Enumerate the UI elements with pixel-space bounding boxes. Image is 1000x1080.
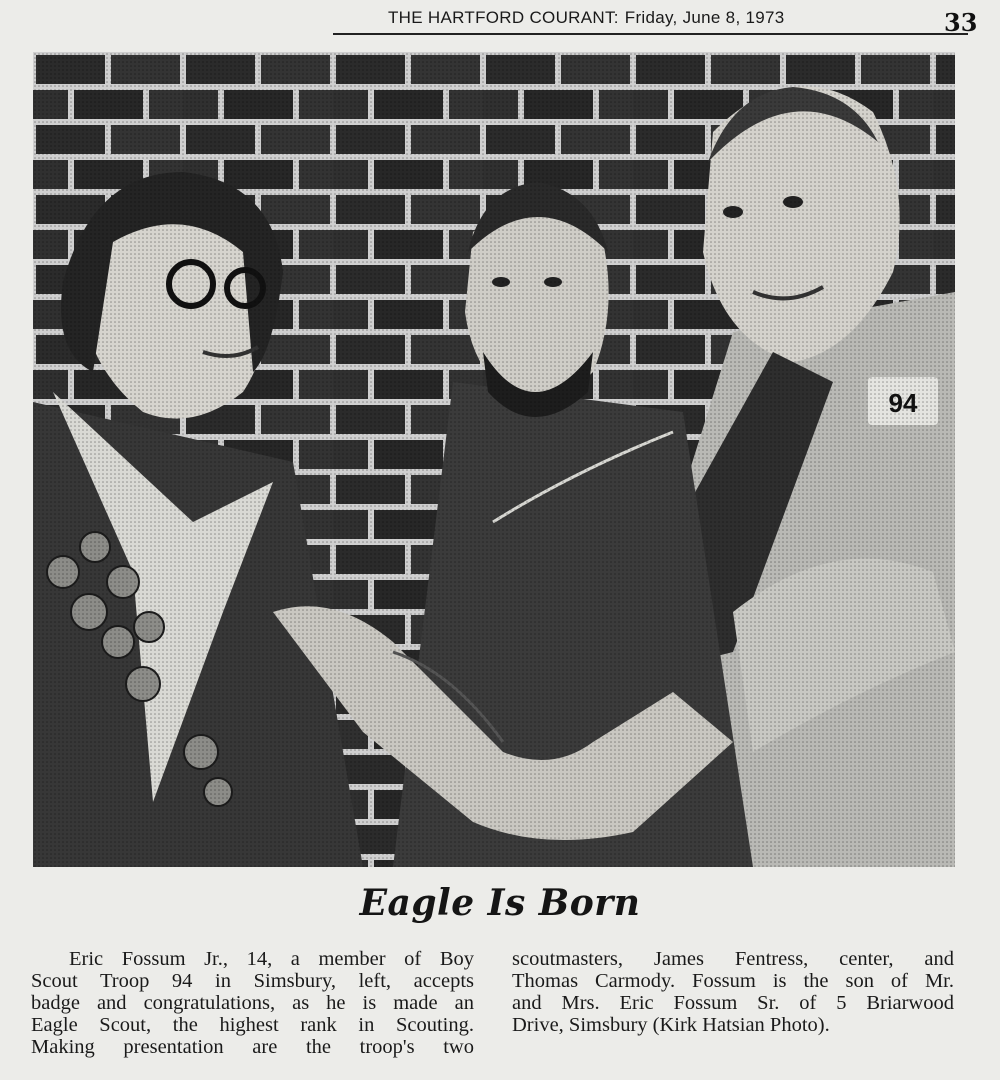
photo-illustration [33,52,955,867]
news-photo [33,52,955,867]
caption-line: Eric Fossum Jr., 14, a member of Boy [69,948,474,970]
masthead [388,8,785,28]
caption-line: Making presentation are the troop's two [31,1036,474,1058]
caption-line: Scout Troop 94 in Simsbury, left, accepts [31,970,474,992]
caption-line: Thomas Carmody. Fossum is the son of Mr. [512,970,954,992]
masthead-date: Friday, June 8, 1973 [624,8,785,27]
caption-line: Eagle Scout, the highest rank in Scouting. [31,1014,474,1036]
masthead-paper-name: THE HARTFORD COURANT: [388,8,619,27]
caption-line: badge and congratulations, as he is made an [31,992,474,1014]
caption-line: scoutmasters, James Fentress, center, and [512,948,954,970]
masthead-rule [333,33,968,35]
page-number: 33 [944,8,978,37]
caption-column-right [512,948,954,1036]
caption-line: and Mrs. Eric Fossum Sr. of 5 Briarwood [512,992,954,1014]
caption-column-left [31,948,474,1058]
caption-line: Drive, Simsbury (Kirk Hatsian Photo). [512,1014,830,1036]
headline: Eagle Is Born [359,882,641,924]
